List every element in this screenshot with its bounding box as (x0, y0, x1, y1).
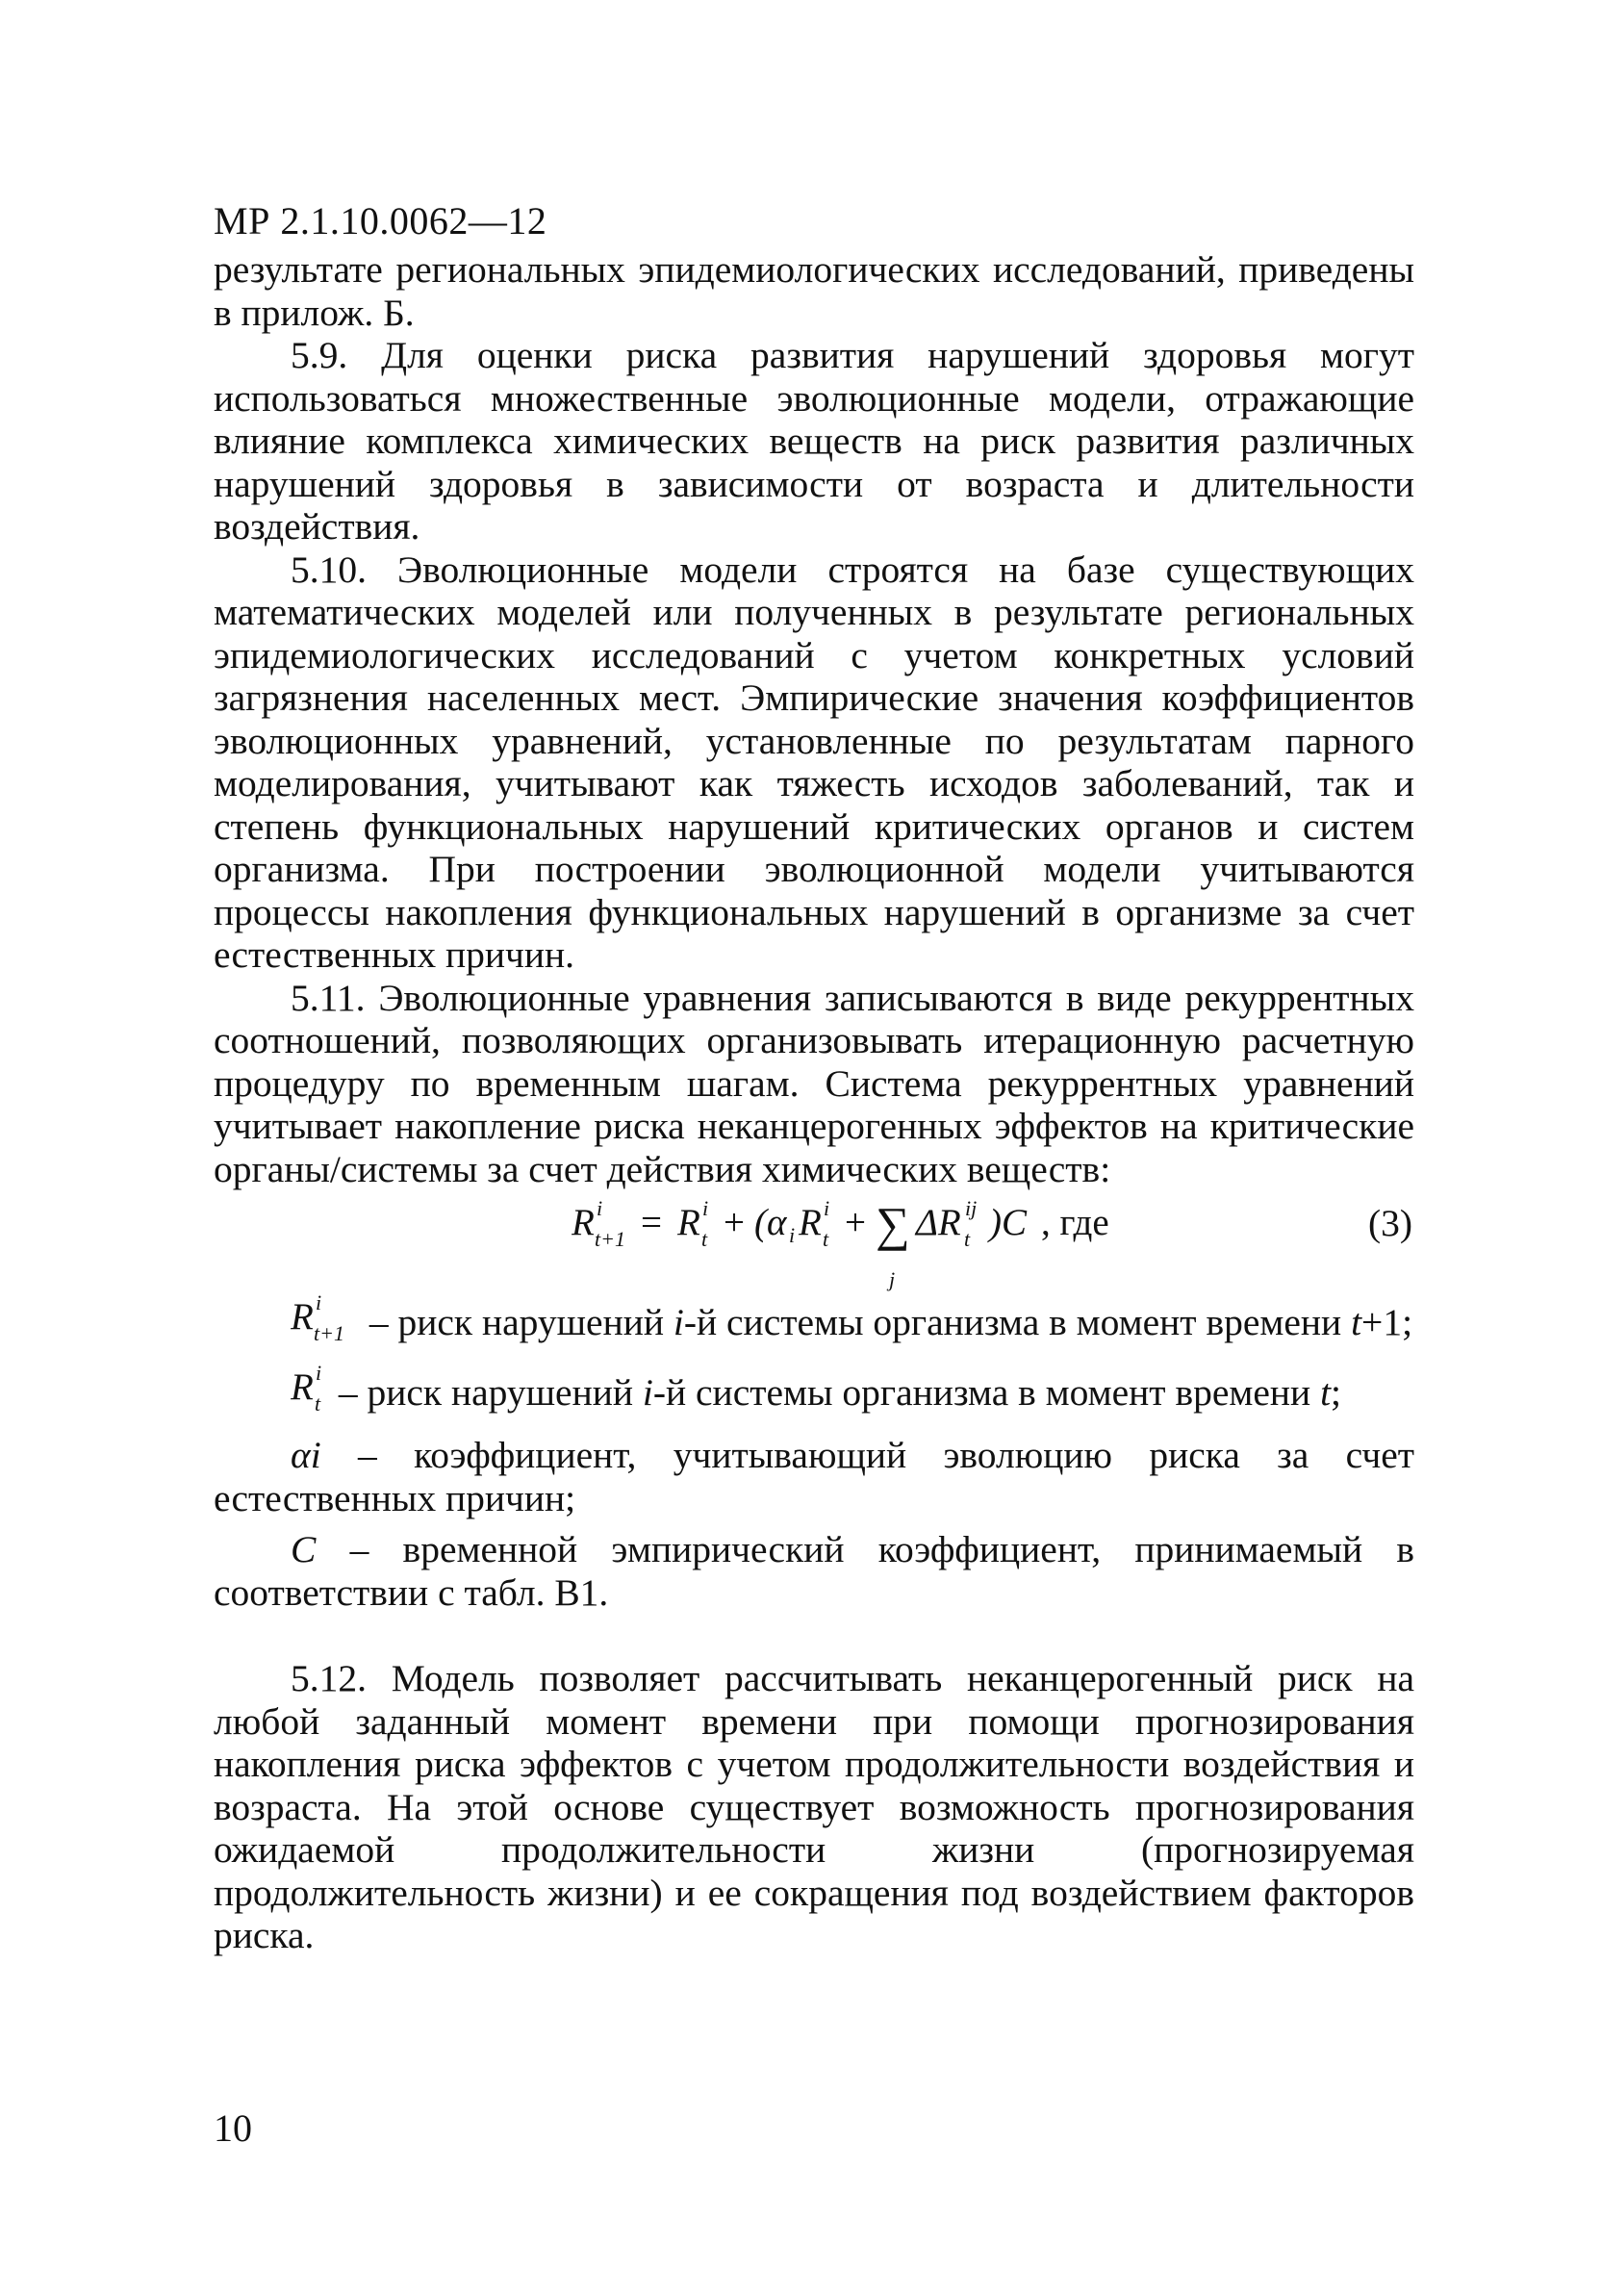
formula-plus-1: + (724, 1202, 745, 1243)
definition-1-var: i (673, 1301, 684, 1343)
formula-delta-R-sup: ij (965, 1196, 978, 1220)
formula-R3-sup: i (824, 1196, 830, 1220)
paragraph-5-11: 5.11. Эволюционные уравнения записываются в виде рекуррентных соотношений, позволяющих организовывать итерационную расчетную процедуру по временным шагам. Система рекуррентных уравнений учитывает накопление риска неканцерогенных эффектов на критические органы/системы за счет действия химических веществ: (214, 976, 1414, 1190)
definition-1-pre: – риск нарушений (360, 1301, 673, 1343)
definition-4-symbol: С (291, 1528, 317, 1570)
formula-alpha: (α (754, 1202, 787, 1243)
formula-tail: , где (1041, 1202, 1109, 1243)
formula-R1-sup: i (597, 1196, 603, 1220)
formula-sum-index: j (889, 1267, 896, 1291)
definition-1-post: -й системы организма в момент времени (683, 1301, 1352, 1343)
formula-R2-sub: t (701, 1227, 708, 1251)
definition-1-sub: t+1 (314, 1321, 344, 1345)
definition-R-t (214, 1365, 1414, 1426)
formula-alpha-sub: i (789, 1223, 796, 1247)
formula-3 (572, 1190, 1168, 1294)
definition-2-sup: i (316, 1364, 322, 1385)
formula-plus-2: + (845, 1202, 866, 1243)
formula-R1-sub: t+1 (595, 1227, 625, 1251)
paragraph-continuation: результате региональных эпидемиологических исследований, приведены в прилож. Б. (214, 248, 1414, 334)
paragraph-5-10: 5.10. Эволюционные модели строятся на базе существующих математических моделей или полученных в результате региональных эпидемиологических исследований с учетом конкретных условий загрязнения населенных мест. Эмпирические значения коэффициентов эволюционных уравнений, установленные по результатам парного моделирования, учитывают как тяжесть исходов заболеваний, так и степень функциональных нарушений критических органов и систем организма. При построении эволюционной модели учитываются процессы накопления функциональных нарушений в организме за счет естественных причин. (214, 548, 1414, 976)
formula-delta-R-sub: t (964, 1227, 971, 1251)
formula-R1: R (572, 1202, 595, 1243)
definition-C (214, 1528, 1414, 1614)
formula-R3: R (799, 1202, 822, 1243)
definition-symbol-R-t-plus-1 (291, 1294, 360, 1356)
formula-R2-sup: i (702, 1196, 709, 1220)
definition-1-time: t (1351, 1301, 1362, 1343)
definition-4-text: – временной эмпирический коэффициент, принимаемый в соответствии с табл. В1. (214, 1528, 1414, 1614)
definition-2-time: t (1320, 1370, 1332, 1414)
paragraph-5-12: 5.12. Модель позволяет рассчитывать неканцерогенный риск на любой заданный момент времени при помощи прогнозирования накопления риска эффектов с учетом продолжительности воздействия и возраста. На этой основе существует возможность прогнозирования ожидаемой продолжительности жизни (прогнозируемая продолжительность жизни) и ее сокращения под воздействием факторов риска. (214, 1657, 1414, 1956)
page-content (214, 197, 1414, 1957)
paragraph-5-9: 5.9. Для оценки риска развития нарушений здоровья могут использоваться множественные эволюционные модели, отражающие влияние комплекса химических веществ на риск развития различных нарушений здоровья в зависимости от возраста и длительности воздействия. (214, 334, 1414, 548)
definition-3-symbol: αi (291, 1434, 321, 1476)
formula-delta-R: ΔR (916, 1202, 961, 1243)
definition-2-post: -й системы организма в момент времени (652, 1370, 1321, 1414)
definition-symbol-wrap-2 (214, 1364, 329, 1416)
definition-1-R: R (291, 1296, 314, 1338)
definition-2-time-suffix: ; (1331, 1370, 1342, 1414)
formula-row (214, 1190, 1414, 1294)
formula-equals: = (641, 1202, 662, 1243)
definition-2-R: R (291, 1365, 314, 1408)
definition-2-sub: t (315, 1390, 321, 1416)
definition-3-text: – коэффициент, учитывающий эволюцию риска за счет естественных причин; (214, 1434, 1414, 1519)
definition-2-pre: – риск нарушений (329, 1370, 643, 1414)
page-number: 10 (214, 2106, 252, 2150)
document-code: МР 2.1.10.0062—12 (214, 199, 547, 242)
definition-1-sup: i (316, 1294, 322, 1314)
formula-R2: R (677, 1202, 700, 1243)
formula-close-C: )C (989, 1202, 1027, 1243)
definition-symbol-wrap (214, 1294, 360, 1345)
paragraph-gap (214, 1622, 1414, 1657)
definition-R-t-plus-1 (214, 1294, 1414, 1356)
formula-sigma: ∑ (876, 1197, 910, 1251)
formula-R3-sub: t (823, 1227, 829, 1251)
definition-1-time-suffix: +1; (1361, 1301, 1413, 1343)
definition-symbol-R-t (291, 1365, 329, 1426)
definition-alpha (214, 1434, 1414, 1519)
formula-number: (3) (1367, 1202, 1412, 1244)
definition-2-var: i (642, 1370, 653, 1414)
